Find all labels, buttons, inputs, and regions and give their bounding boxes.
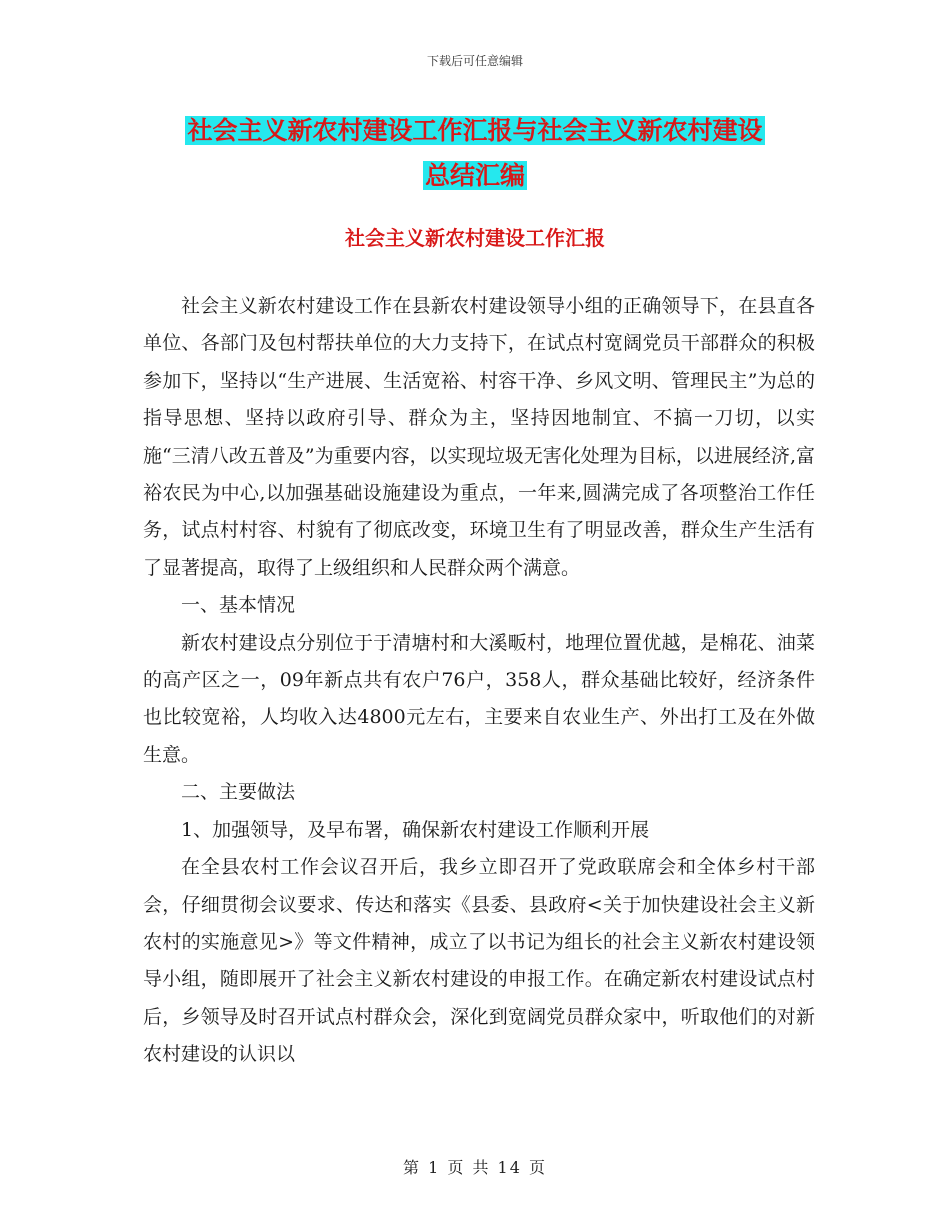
subheading-leadership: 1、加强领导，及早布署，确保新农村建设工作顺利开展 xyxy=(181,818,650,841)
document-title-line-1: 社会主义新农村建设工作汇报与社会主义新农村建设 xyxy=(187,116,763,145)
paragraph-basic-situation: 新农村建设点分别位于于清塘村和大溪畈村，地理位置优越，是棉花、油菜的高产区之一，09年新点共有农户76户，358人，群众基础比较好，经济条件也比较宽裕，人均收入达4800元左右，主要来自农业生产、外出打工及在外做生意。 xyxy=(143,631,815,766)
page-footer: 第 1 页 共 14 页 xyxy=(403,1158,547,1177)
document-title xyxy=(140,108,810,198)
heading-main-practices: 二、主要做法 xyxy=(181,781,296,804)
document-title-line-2: 总结汇编 xyxy=(424,161,525,190)
heading-basic-situation: 一、基本情况 xyxy=(181,594,296,617)
paragraph-intro: 社会主义新农村建设工作在县新农村建设领导小组的正确领导下，在县直各单位、各部门及包村帮扶单位的大力支持下，在试点村宽阔党员干部群众的积极参加下，坚持以“生产进展、生活宽裕、村容干净、乡风文明、管理民主”为总的指导思想、坚持以政府引导、群众为主，坚持因地制宜、不搞一刀切，以实施“三清八改五普及”为重要内容，以实现垃圾无害化处理为目标，以进展经济,富裕农民为中心,以加强基础设施建设为重点，一年来,圆满完成了各项整治工作任务，试点村村容、村貌有了彻底改变，环境卫生有了明显改善，群众生产生活有了显著提高，取得了上级组织和人民群众两个满意。 xyxy=(143,295,815,579)
header-note: 下载后可任意编辑 xyxy=(426,54,523,68)
paragraph-leadership: 在全县农村工作会议召开后，我乡立即召开了党政联席会和全体乡村干部会，仔细贯彻会议要求、传达和落实《县委、县政府<关于加快建设社会主义新农村的实施意见>》等文件精神，成立了以书记为组长的社会主义新农村建设领导小组，随即展开了社会主义新农村建设的申报工作。在确定新农村建设试点村后，乡领导及时召开试点村群众会，深化到宽阔党员群众家中，听取他们的对新农村建设的认识以 xyxy=(143,856,815,1066)
body-text xyxy=(143,288,815,1074)
section-title: 社会主义新农村建设工作汇报 xyxy=(345,226,605,250)
